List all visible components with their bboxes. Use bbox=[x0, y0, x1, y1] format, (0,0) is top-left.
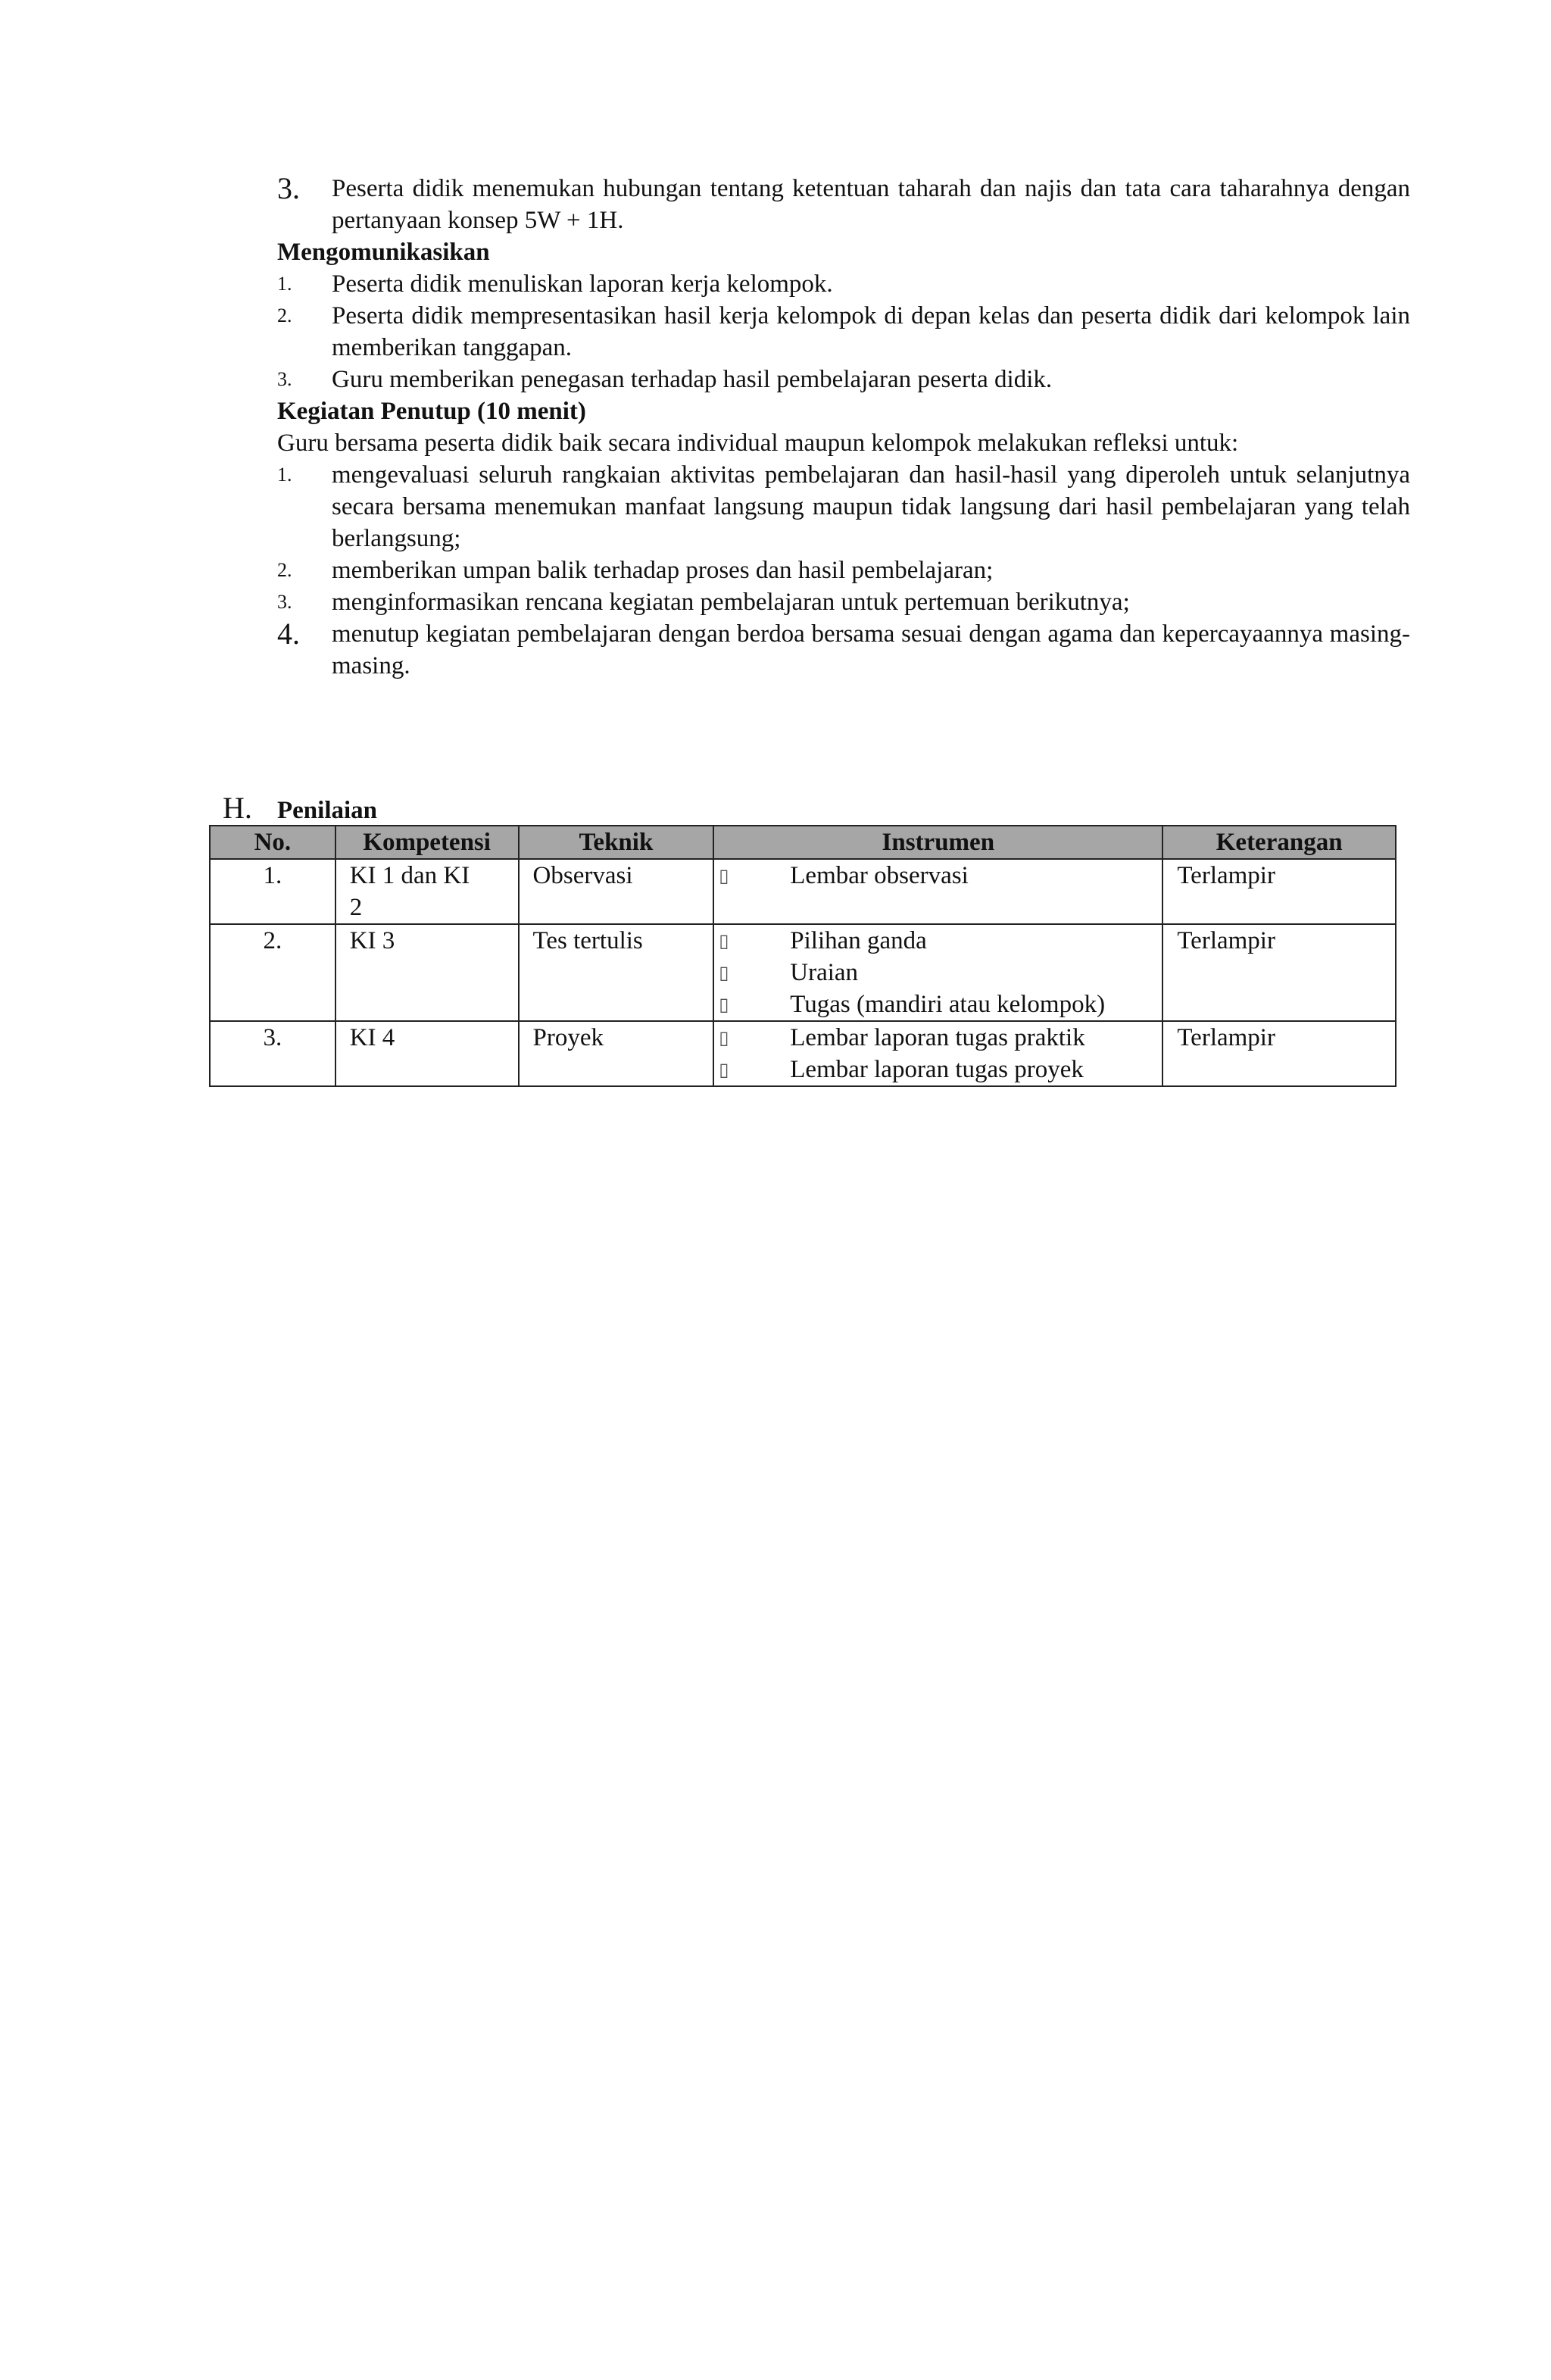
list-text: Peserta didik menemukan hubungan tentang ketentuan taharah dan najis dan tata cara taharahnya dengan pertanyaan konsep 5W + 1H. bbox=[332, 175, 1410, 234]
list-text: menginformasikan rencana kegiatan pembelajaran untuk pertemuan berikutnya; bbox=[332, 589, 1130, 616]
instrument-item bbox=[714, 860, 1162, 892]
cell-teknik: Proyek bbox=[519, 1021, 714, 1086]
instrument-text: Lembar observasi bbox=[790, 862, 969, 889]
column-header: Teknik bbox=[519, 826, 714, 859]
list-text: Guru memberikan penegasan terhadap hasil pembelajaran peserta didik. bbox=[332, 366, 1053, 393]
instrument-item bbox=[714, 1022, 1162, 1054]
instrument-item bbox=[714, 989, 1162, 1020]
section-title: Penilaian bbox=[277, 797, 378, 824]
list-number: 3. bbox=[277, 171, 300, 205]
missing-glyph-box-icon: ▯ bbox=[719, 1027, 729, 1048]
missing-glyph-box-icon: ▯ bbox=[719, 994, 729, 1015]
list-number: 1. bbox=[277, 273, 292, 295]
missing-glyph-box-icon: ▯ bbox=[719, 962, 729, 983]
instrument-text: Uraian bbox=[790, 959, 859, 986]
instrument-item bbox=[714, 925, 1162, 957]
section-letter: H. bbox=[223, 791, 252, 825]
table-row bbox=[210, 924, 1396, 1021]
cell-keterangan: Terlampir bbox=[1162, 1021, 1396, 1086]
cell-teknik: Observasi bbox=[519, 859, 714, 924]
cell-instrumen bbox=[713, 924, 1162, 1021]
instrument-text: Pilihan ganda bbox=[790, 927, 927, 954]
cell-kompetensi: KI 3 bbox=[335, 924, 519, 1021]
document-body bbox=[277, 173, 1410, 682]
cell-keterangan: Terlampir bbox=[1162, 924, 1396, 1021]
list-number: 1. bbox=[277, 464, 292, 486]
cell-no: 2. bbox=[210, 924, 335, 1021]
list-text: Peserta didik mempresentasikan hasil kerja kelompok di depan kelas dan peserta didik dari kelompok lain memberikan tanggapan. bbox=[332, 302, 1410, 361]
table-row bbox=[210, 859, 1396, 924]
cell-keterangan: Terlampir bbox=[1162, 859, 1396, 924]
list-number: 3. bbox=[277, 591, 292, 613]
list-text: memberikan umpan balik terhadap proses dan hasil pembelajaran; bbox=[332, 557, 994, 584]
list-item bbox=[277, 268, 1410, 300]
table-row bbox=[210, 1021, 1396, 1086]
instrument-item bbox=[714, 1054, 1162, 1085]
list-number: 4. bbox=[277, 617, 300, 651]
cell-kompetensi: KI 1 dan KI 2 bbox=[335, 859, 519, 924]
missing-glyph-box-icon: ▯ bbox=[719, 930, 729, 951]
column-header: Instrumen bbox=[713, 826, 1162, 859]
instrument-text: Tugas (mandiri atau kelompok) bbox=[790, 991, 1106, 1018]
list-item bbox=[277, 300, 1410, 364]
instrument-text: Lembar laporan tugas praktik bbox=[790, 1024, 1085, 1051]
instrument-text: Lembar laporan tugas proyek bbox=[790, 1056, 1084, 1083]
cell-kompetensi: KI 4 bbox=[335, 1021, 519, 1086]
list-item bbox=[277, 618, 1410, 682]
cell-no: 3. bbox=[210, 1021, 335, 1086]
cell-instrumen bbox=[713, 1021, 1162, 1086]
list-number: 3. bbox=[277, 368, 292, 390]
list-text: Peserta didik menuliskan laporan kerja kelompok. bbox=[332, 270, 833, 298]
list-item bbox=[277, 459, 1410, 554]
instrument-item bbox=[714, 957, 1162, 989]
cell-teknik: Tes tertulis bbox=[519, 924, 714, 1021]
cell-instrumen bbox=[713, 859, 1162, 924]
penutup-intro: Guru bersama peserta didik baik secara individual maupun kelompok melakukan refleksi untuk: bbox=[277, 429, 1239, 457]
list-item bbox=[277, 586, 1410, 618]
column-header: Keterangan bbox=[1162, 826, 1396, 859]
list-item bbox=[277, 364, 1410, 395]
table-header-row bbox=[210, 826, 1396, 859]
list-number: 2. bbox=[277, 305, 292, 326]
missing-glyph-box-icon: ▯ bbox=[719, 865, 729, 886]
penilaian-table bbox=[209, 825, 1397, 1087]
column-header: No. bbox=[210, 826, 335, 859]
column-header: Kompetensi bbox=[335, 826, 519, 859]
list-item bbox=[277, 554, 1410, 586]
section-heading-penutup: Kegiatan Penutup (10 menit) bbox=[277, 398, 586, 425]
list-text: menutup kegiatan pembelajaran dengan berdoa bersama sesuai dengan agama dan kepercayaannya masing-masing. bbox=[332, 620, 1410, 679]
list-text: mengevaluasi seluruh rangkaian aktivitas pembelajaran dan hasil-hasil yang diperoleh untuk selanjutnya secara bersama menemukan manfaat langsung maupun tidak langsung dari hasil pembelajaran yang telah berlangsung; bbox=[332, 461, 1410, 552]
missing-glyph-box-icon: ▯ bbox=[719, 1059, 729, 1080]
section-heading-mengomunikasikan: Mengomunikasikan bbox=[277, 239, 490, 266]
cell-no: 1. bbox=[210, 859, 335, 924]
list-number: 2. bbox=[277, 559, 292, 581]
penilaian-heading bbox=[223, 792, 377, 826]
list-item bbox=[277, 173, 1410, 236]
